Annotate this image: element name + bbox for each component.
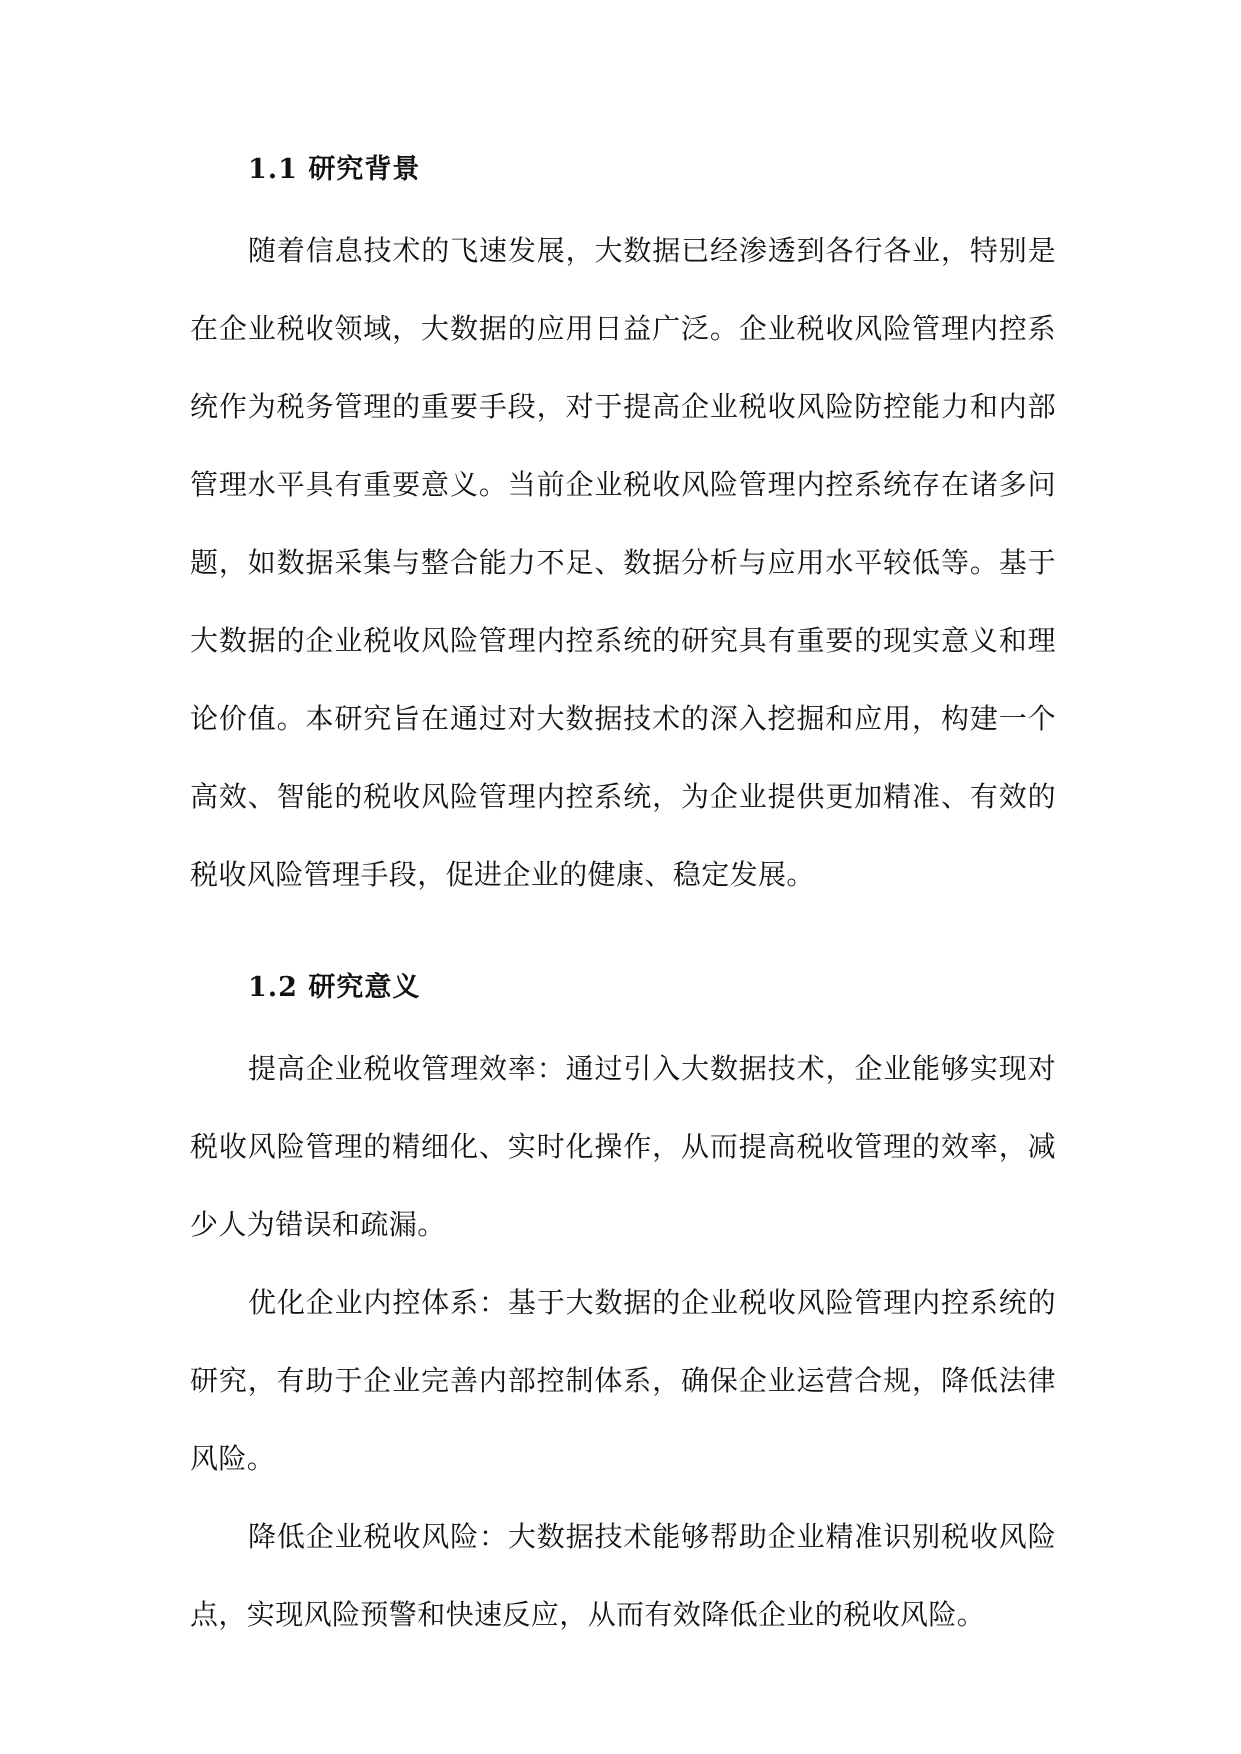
document-body [190, 140, 1056, 1654]
paragraph: 优化企业内控体系：基于大数据的企业税收风险管理内控系统的研究，有助于企业完善内部控制体系，确保企业运营合规，降低法律风险。 [190, 1286, 1056, 1475]
paragraph: 提高企业税收管理效率：通过引入大数据技术，企业能够实现对税收风险管理的精细化、实时化操作，从而提高税收管理的效率，减少人为错误和疏漏。 [190, 1052, 1056, 1241]
paragraph: 降低企业税收风险：大数据技术能够帮助企业精准识别税收风险点，实现风险预警和快速反应，从而有效降低企业的税收风险。 [190, 1520, 1056, 1631]
paragraph: 随着信息技术的飞速发展，大数据已经渗透到各行各业，特别是在企业税收领域，大数据的应用日益广泛。企业税收风险管理内控系统作为税务管理的重要手段，对于提高企业税收风险防控能力和内部管理水平具有重要意义。当前企业税收风险管理内控系统存在诸多问题，如数据采集与整合能力不足、数据分析与应用水平较低等。基于大数据的企业税收风险管理内控系统的研究具有重要的现实意义和理论价值。本研究旨在通过对大数据技术的深入挖掘和应用，构建一个高效、智能的税收风险管理内控系统，为企业提供更加精准、有效的税收风险管理手段，促进企业的健康、稳定发展。 [190, 234, 1056, 891]
section-research-background [190, 140, 1056, 914]
section-heading: 1.2 研究意义 [248, 972, 421, 1003]
section-research-significance [190, 958, 1056, 1654]
section-heading: 1.1 研究背景 [248, 154, 421, 185]
